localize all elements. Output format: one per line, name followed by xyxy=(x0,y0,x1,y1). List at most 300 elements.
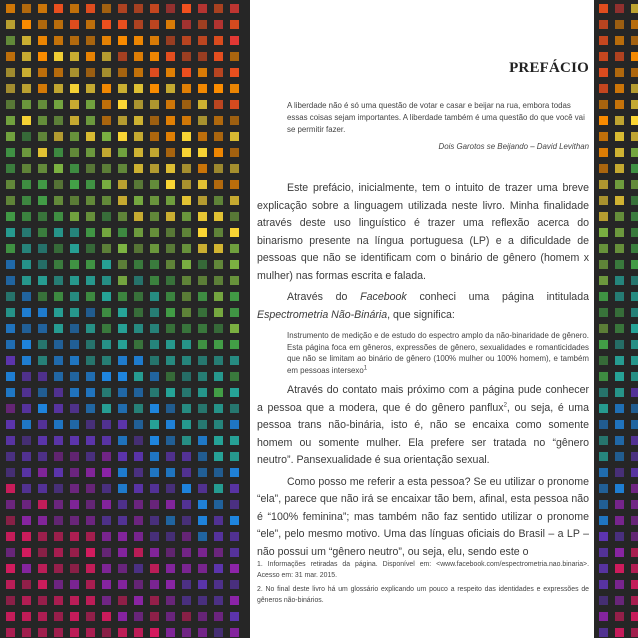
mosaic-square xyxy=(102,100,111,109)
mosaic-square xyxy=(230,532,239,541)
mosaic-square xyxy=(631,212,638,221)
mosaic-square xyxy=(54,628,63,637)
mosaic-square xyxy=(615,180,624,189)
mosaic-square xyxy=(150,596,159,605)
mosaic-square xyxy=(230,628,239,637)
mosaic-square xyxy=(631,500,638,509)
mosaic-square xyxy=(118,388,127,397)
mosaic-square xyxy=(70,532,79,541)
mosaic-square xyxy=(150,548,159,557)
mosaic-square xyxy=(102,484,111,493)
mosaic-square xyxy=(22,372,31,381)
mosaic-square xyxy=(599,628,608,637)
mosaic-square xyxy=(86,308,95,317)
mosaic-square xyxy=(22,68,31,77)
mosaic-square xyxy=(214,20,223,29)
mosaic-square xyxy=(22,564,31,573)
mosaic-square xyxy=(54,436,63,445)
mosaic-square xyxy=(214,388,223,397)
mosaic-square xyxy=(150,180,159,189)
mosaic-square xyxy=(615,612,624,621)
mosaic-square xyxy=(86,596,95,605)
mosaic-square xyxy=(615,468,624,477)
mosaic-square xyxy=(230,292,239,301)
mosaic-square xyxy=(615,292,624,301)
mosaic-square xyxy=(6,180,15,189)
footnotes xyxy=(257,560,589,610)
paragraph-3-text: Através do contato mais próximo com a página pude conhecer a pessoa que a modera, que é do gênero panflux xyxy=(257,384,589,414)
mosaic-square xyxy=(118,164,127,173)
mosaic-square xyxy=(599,164,608,173)
mosaic-square xyxy=(182,276,191,285)
mosaic-square xyxy=(118,500,127,509)
mosaic-square xyxy=(70,276,79,285)
mosaic-square xyxy=(214,132,223,141)
mosaic-square xyxy=(102,468,111,477)
mosaic-square xyxy=(118,228,127,237)
mosaic-square xyxy=(150,276,159,285)
mosaic-square xyxy=(70,580,79,589)
mosaic-square xyxy=(134,580,143,589)
mosaic-square xyxy=(38,68,47,77)
mosaic-square xyxy=(38,196,47,205)
mosaic-square xyxy=(166,52,175,61)
mosaic-square xyxy=(102,532,111,541)
mosaic-square xyxy=(134,84,143,93)
paragraph-2-text: Através do xyxy=(287,291,361,303)
mosaic-square xyxy=(599,228,608,237)
mosaic-square xyxy=(198,436,207,445)
mosaic-square xyxy=(198,532,207,541)
mosaic-square xyxy=(198,564,207,573)
mosaic-square xyxy=(631,244,638,253)
mosaic-square xyxy=(615,196,624,205)
mosaic-square xyxy=(214,164,223,173)
mosaic-square xyxy=(134,404,143,413)
mosaic-square xyxy=(54,548,63,557)
footnote-2: 2. No final deste livro há um glossário explicando um pouco a respeito das identidades e expressões de gêneros não-binários. xyxy=(257,586,589,604)
mosaic-square xyxy=(118,516,127,525)
mosaic-square xyxy=(230,372,239,381)
mosaic-square xyxy=(118,196,127,205)
mosaic-square xyxy=(198,4,207,13)
mosaic-square xyxy=(70,356,79,365)
mosaic-square xyxy=(118,420,127,429)
mosaic-square xyxy=(198,36,207,45)
mosaic-square xyxy=(86,276,95,285)
mosaic-square xyxy=(118,260,127,269)
mosaic-square xyxy=(134,452,143,461)
mosaic-square xyxy=(70,612,79,621)
mosaic-square xyxy=(118,4,127,13)
mosaic-square xyxy=(102,356,111,365)
mosaic-square xyxy=(70,388,79,397)
mosaic-square xyxy=(615,52,624,61)
mosaic-square xyxy=(150,36,159,45)
mosaic-square xyxy=(166,324,175,333)
mosaic-square xyxy=(166,212,175,221)
mosaic-square xyxy=(166,132,175,141)
mosaic-square xyxy=(631,388,638,397)
mosaic-square xyxy=(230,564,239,573)
mosaic-square xyxy=(70,164,79,173)
mosaic-square xyxy=(198,628,207,637)
mosaic-square xyxy=(150,84,159,93)
mosaic-square xyxy=(599,404,608,413)
mosaic-square xyxy=(182,292,191,301)
mosaic-square xyxy=(631,276,638,285)
mosaic-square xyxy=(6,212,15,221)
mosaic-square xyxy=(631,20,638,29)
mosaic-square xyxy=(38,388,47,397)
mosaic-square xyxy=(631,452,638,461)
mosaic-square xyxy=(22,628,31,637)
mosaic-square xyxy=(86,260,95,269)
mosaic-square xyxy=(70,308,79,317)
mosaic-square xyxy=(150,484,159,493)
mosaic-square xyxy=(182,580,191,589)
mosaic-square xyxy=(166,580,175,589)
mosaic-square xyxy=(214,36,223,45)
mosaic-square xyxy=(599,244,608,253)
mosaic-square xyxy=(86,116,95,125)
mosaic-square xyxy=(230,436,239,445)
mosaic-square xyxy=(102,596,111,605)
page-title: PREFÁCIO xyxy=(509,60,589,76)
mosaic-square xyxy=(150,580,159,589)
mosaic-square xyxy=(166,516,175,525)
definition-quote xyxy=(287,330,589,376)
mosaic-square xyxy=(70,4,79,13)
mosaic-square xyxy=(86,324,95,333)
mosaic-square xyxy=(70,244,79,253)
mosaic-square xyxy=(166,68,175,77)
mosaic-square xyxy=(6,356,15,365)
mosaic-square xyxy=(631,468,638,477)
mosaic-square xyxy=(70,324,79,333)
mosaic-square xyxy=(198,308,207,317)
epigraph xyxy=(287,100,589,153)
mosaic-square xyxy=(6,308,15,317)
mosaic-square xyxy=(118,132,127,141)
mosaic-square xyxy=(86,564,95,573)
mosaic-square xyxy=(166,564,175,573)
mosaic-square xyxy=(70,100,79,109)
mosaic-square xyxy=(22,484,31,493)
mosaic-square xyxy=(214,532,223,541)
mosaic-square xyxy=(118,148,127,157)
mosaic-square xyxy=(166,228,175,237)
mosaic-square xyxy=(182,356,191,365)
mosaic-square xyxy=(54,388,63,397)
mosaic-square xyxy=(230,612,239,621)
mosaic-square xyxy=(118,212,127,221)
mosaic-square xyxy=(54,308,63,317)
paragraph-2-text: , que significa: xyxy=(387,308,455,321)
mosaic-square xyxy=(214,84,223,93)
mosaic-square xyxy=(6,484,15,493)
mosaic-square xyxy=(102,372,111,381)
mosaic-square xyxy=(6,516,15,525)
mosaic-square xyxy=(599,596,608,605)
mosaic-square xyxy=(198,580,207,589)
mosaic-square xyxy=(182,388,191,397)
mosaic-square xyxy=(214,308,223,317)
mosaic-square xyxy=(134,260,143,269)
mosaic-square xyxy=(134,180,143,189)
mosaic-square xyxy=(214,564,223,573)
mosaic-square xyxy=(22,20,31,29)
mosaic-square xyxy=(102,516,111,525)
mosaic-square xyxy=(166,84,175,93)
mosaic-square xyxy=(166,628,175,637)
mosaic-square xyxy=(150,420,159,429)
mosaic-square xyxy=(22,548,31,557)
mosaic-square xyxy=(198,244,207,253)
mosaic-square xyxy=(54,20,63,29)
mosaic-square xyxy=(230,36,239,45)
mosaic-square xyxy=(134,228,143,237)
mosaic-square xyxy=(102,36,111,45)
mosaic-square xyxy=(599,116,608,125)
mosaic-square xyxy=(118,372,127,381)
mosaic-square xyxy=(182,20,191,29)
mosaic-square xyxy=(70,372,79,381)
mosaic-square xyxy=(230,548,239,557)
mosaic-square xyxy=(6,52,15,61)
mosaic-square xyxy=(150,500,159,509)
mosaic-square xyxy=(615,228,624,237)
mosaic-square xyxy=(86,132,95,141)
mosaic-square xyxy=(6,612,15,621)
mosaic-square xyxy=(631,292,638,301)
mosaic-square xyxy=(118,84,127,93)
mosaic-square xyxy=(102,612,111,621)
mosaic-square xyxy=(230,84,239,93)
mosaic-square xyxy=(166,100,175,109)
mosaic-square xyxy=(214,452,223,461)
mosaic-square xyxy=(86,68,95,77)
mosaic-square xyxy=(22,388,31,397)
mosaic-square xyxy=(86,340,95,349)
mosaic-square xyxy=(54,580,63,589)
mosaic-square xyxy=(38,180,47,189)
mosaic-square xyxy=(22,612,31,621)
mosaic-square xyxy=(70,36,79,45)
mosaic-square xyxy=(118,180,127,189)
mosaic-square xyxy=(102,212,111,221)
mosaic-square xyxy=(70,132,79,141)
mosaic-square xyxy=(86,148,95,157)
mosaic-square xyxy=(6,84,15,93)
mosaic-square xyxy=(86,100,95,109)
mosaic-square xyxy=(118,436,127,445)
mosaic-square xyxy=(134,612,143,621)
mosaic-square xyxy=(230,516,239,525)
mosaic-square xyxy=(599,500,608,509)
mosaic-square xyxy=(214,596,223,605)
mosaic-square xyxy=(38,20,47,29)
mosaic-square xyxy=(631,532,638,541)
mosaic-square xyxy=(134,596,143,605)
mosaic-square xyxy=(134,468,143,477)
mosaic-square xyxy=(599,84,608,93)
mosaic-square xyxy=(182,244,191,253)
mosaic-square xyxy=(54,4,63,13)
mosaic-square xyxy=(22,164,31,173)
mosaic-square xyxy=(6,276,15,285)
mosaic-square xyxy=(615,500,624,509)
mosaic-square xyxy=(631,84,638,93)
mosaic-square xyxy=(631,4,638,13)
mosaic-square xyxy=(22,84,31,93)
mosaic-square xyxy=(182,404,191,413)
mosaic-square xyxy=(102,628,111,637)
mosaic-square xyxy=(70,20,79,29)
mosaic-square xyxy=(631,116,638,125)
paragraph-4: Como posso me referir a esta pessoa? Se eu utilizar o pronome “ela”, parece que não irá se encaixar tão bem, afinal, esta pessoa não é “100% feminina”; mas também não faz sentido utilizar o pronome “ele”, pelo mesmo motivo. Uma das línguas oficiais do Brasil – a LP – não possui um “gênero neutro”, ou seja, elu, sendo este o xyxy=(257,475,589,558)
mosaic-square xyxy=(70,260,79,269)
mosaic-square xyxy=(6,420,15,429)
mosaic-square xyxy=(230,116,239,125)
mosaic-square xyxy=(230,388,239,397)
mosaic-square xyxy=(38,612,47,621)
mosaic-square xyxy=(134,164,143,173)
mosaic-square xyxy=(230,244,239,253)
mosaic-square xyxy=(230,308,239,317)
mosaic-square xyxy=(54,292,63,301)
mosaic-square xyxy=(54,452,63,461)
mosaic-square xyxy=(22,420,31,429)
mosaic-square xyxy=(615,84,624,93)
mosaic-square xyxy=(102,52,111,61)
mosaic-square xyxy=(54,68,63,77)
mosaic-square xyxy=(150,612,159,621)
mosaic-square xyxy=(54,564,63,573)
mosaic-square xyxy=(134,548,143,557)
mosaic-square xyxy=(134,36,143,45)
mosaic-square xyxy=(198,452,207,461)
mosaic-square xyxy=(70,180,79,189)
mosaic-square xyxy=(150,452,159,461)
mosaic-square xyxy=(38,84,47,93)
mosaic-square xyxy=(38,596,47,605)
mosaic-square xyxy=(118,484,127,493)
mosaic-square xyxy=(230,484,239,493)
mosaic-square xyxy=(102,388,111,397)
mosaic-square xyxy=(102,564,111,573)
mosaic-square xyxy=(214,244,223,253)
mosaic-square xyxy=(38,564,47,573)
mosaic-square xyxy=(230,4,239,13)
mosaic-square xyxy=(6,580,15,589)
mosaic-square xyxy=(134,436,143,445)
mosaic-square xyxy=(599,308,608,317)
mosaic-square xyxy=(599,132,608,141)
mosaic-square xyxy=(70,212,79,221)
mosaic-square xyxy=(198,276,207,285)
mosaic-square xyxy=(6,164,15,173)
mosaic-square xyxy=(182,420,191,429)
mosaic-square xyxy=(22,132,31,141)
mosaic-square xyxy=(214,52,223,61)
mosaic-square xyxy=(118,36,127,45)
mosaic-square xyxy=(631,52,638,61)
mosaic-square xyxy=(230,452,239,461)
mosaic-square xyxy=(38,36,47,45)
mosaic-square xyxy=(214,548,223,557)
mosaic-square xyxy=(86,388,95,397)
mosaic-square xyxy=(118,276,127,285)
mosaic-square xyxy=(38,532,47,541)
mosaic-square xyxy=(6,436,15,445)
mosaic-square xyxy=(38,372,47,381)
mosaic-square xyxy=(230,132,239,141)
mosaic-square xyxy=(134,68,143,77)
mosaic-square xyxy=(54,516,63,525)
mosaic-square xyxy=(38,292,47,301)
mosaic-square xyxy=(182,564,191,573)
mosaic-square xyxy=(631,564,638,573)
mosaic-square xyxy=(214,340,223,349)
mosaic-square xyxy=(599,20,608,29)
mosaic-square xyxy=(54,404,63,413)
mosaic-square xyxy=(22,180,31,189)
mosaic-square xyxy=(86,196,95,205)
mosaic-square xyxy=(86,500,95,509)
mosaic-square xyxy=(182,132,191,141)
mosaic-square xyxy=(150,4,159,13)
mosaic-square xyxy=(22,468,31,477)
mosaic-square xyxy=(166,148,175,157)
mosaic-square xyxy=(22,52,31,61)
mosaic-square xyxy=(230,180,239,189)
mosaic-square xyxy=(182,436,191,445)
mosaic-square xyxy=(166,468,175,477)
mosaic-square xyxy=(615,20,624,29)
mosaic-square xyxy=(70,516,79,525)
mosaic-square xyxy=(22,116,31,125)
mosaic-square xyxy=(150,100,159,109)
epigraph-source: Dois Garotos se Beijando – David Levithan xyxy=(438,142,589,151)
mosaic-square xyxy=(615,276,624,285)
mosaic-square xyxy=(38,100,47,109)
mosaic-square xyxy=(182,36,191,45)
mosaic-square xyxy=(134,516,143,525)
mosaic-square xyxy=(38,628,47,637)
mosaic-square xyxy=(150,356,159,365)
mosaic-square xyxy=(198,196,207,205)
mosaic-square xyxy=(22,260,31,269)
mosaic-square xyxy=(615,532,624,541)
mosaic-square xyxy=(102,324,111,333)
mosaic-square xyxy=(6,148,15,157)
mosaic-square xyxy=(70,292,79,301)
mosaic-square xyxy=(599,276,608,285)
mosaic-square xyxy=(22,500,31,509)
mosaic-square xyxy=(214,404,223,413)
mosaic-square xyxy=(615,324,624,333)
mosaic-square xyxy=(54,596,63,605)
mosaic-square xyxy=(198,132,207,141)
mosaic-square xyxy=(214,612,223,621)
mosaic-square xyxy=(22,100,31,109)
mosaic-square xyxy=(22,148,31,157)
mosaic-square xyxy=(134,132,143,141)
mosaic-square xyxy=(118,628,127,637)
mosaic-square xyxy=(118,100,127,109)
mosaic-square xyxy=(86,484,95,493)
